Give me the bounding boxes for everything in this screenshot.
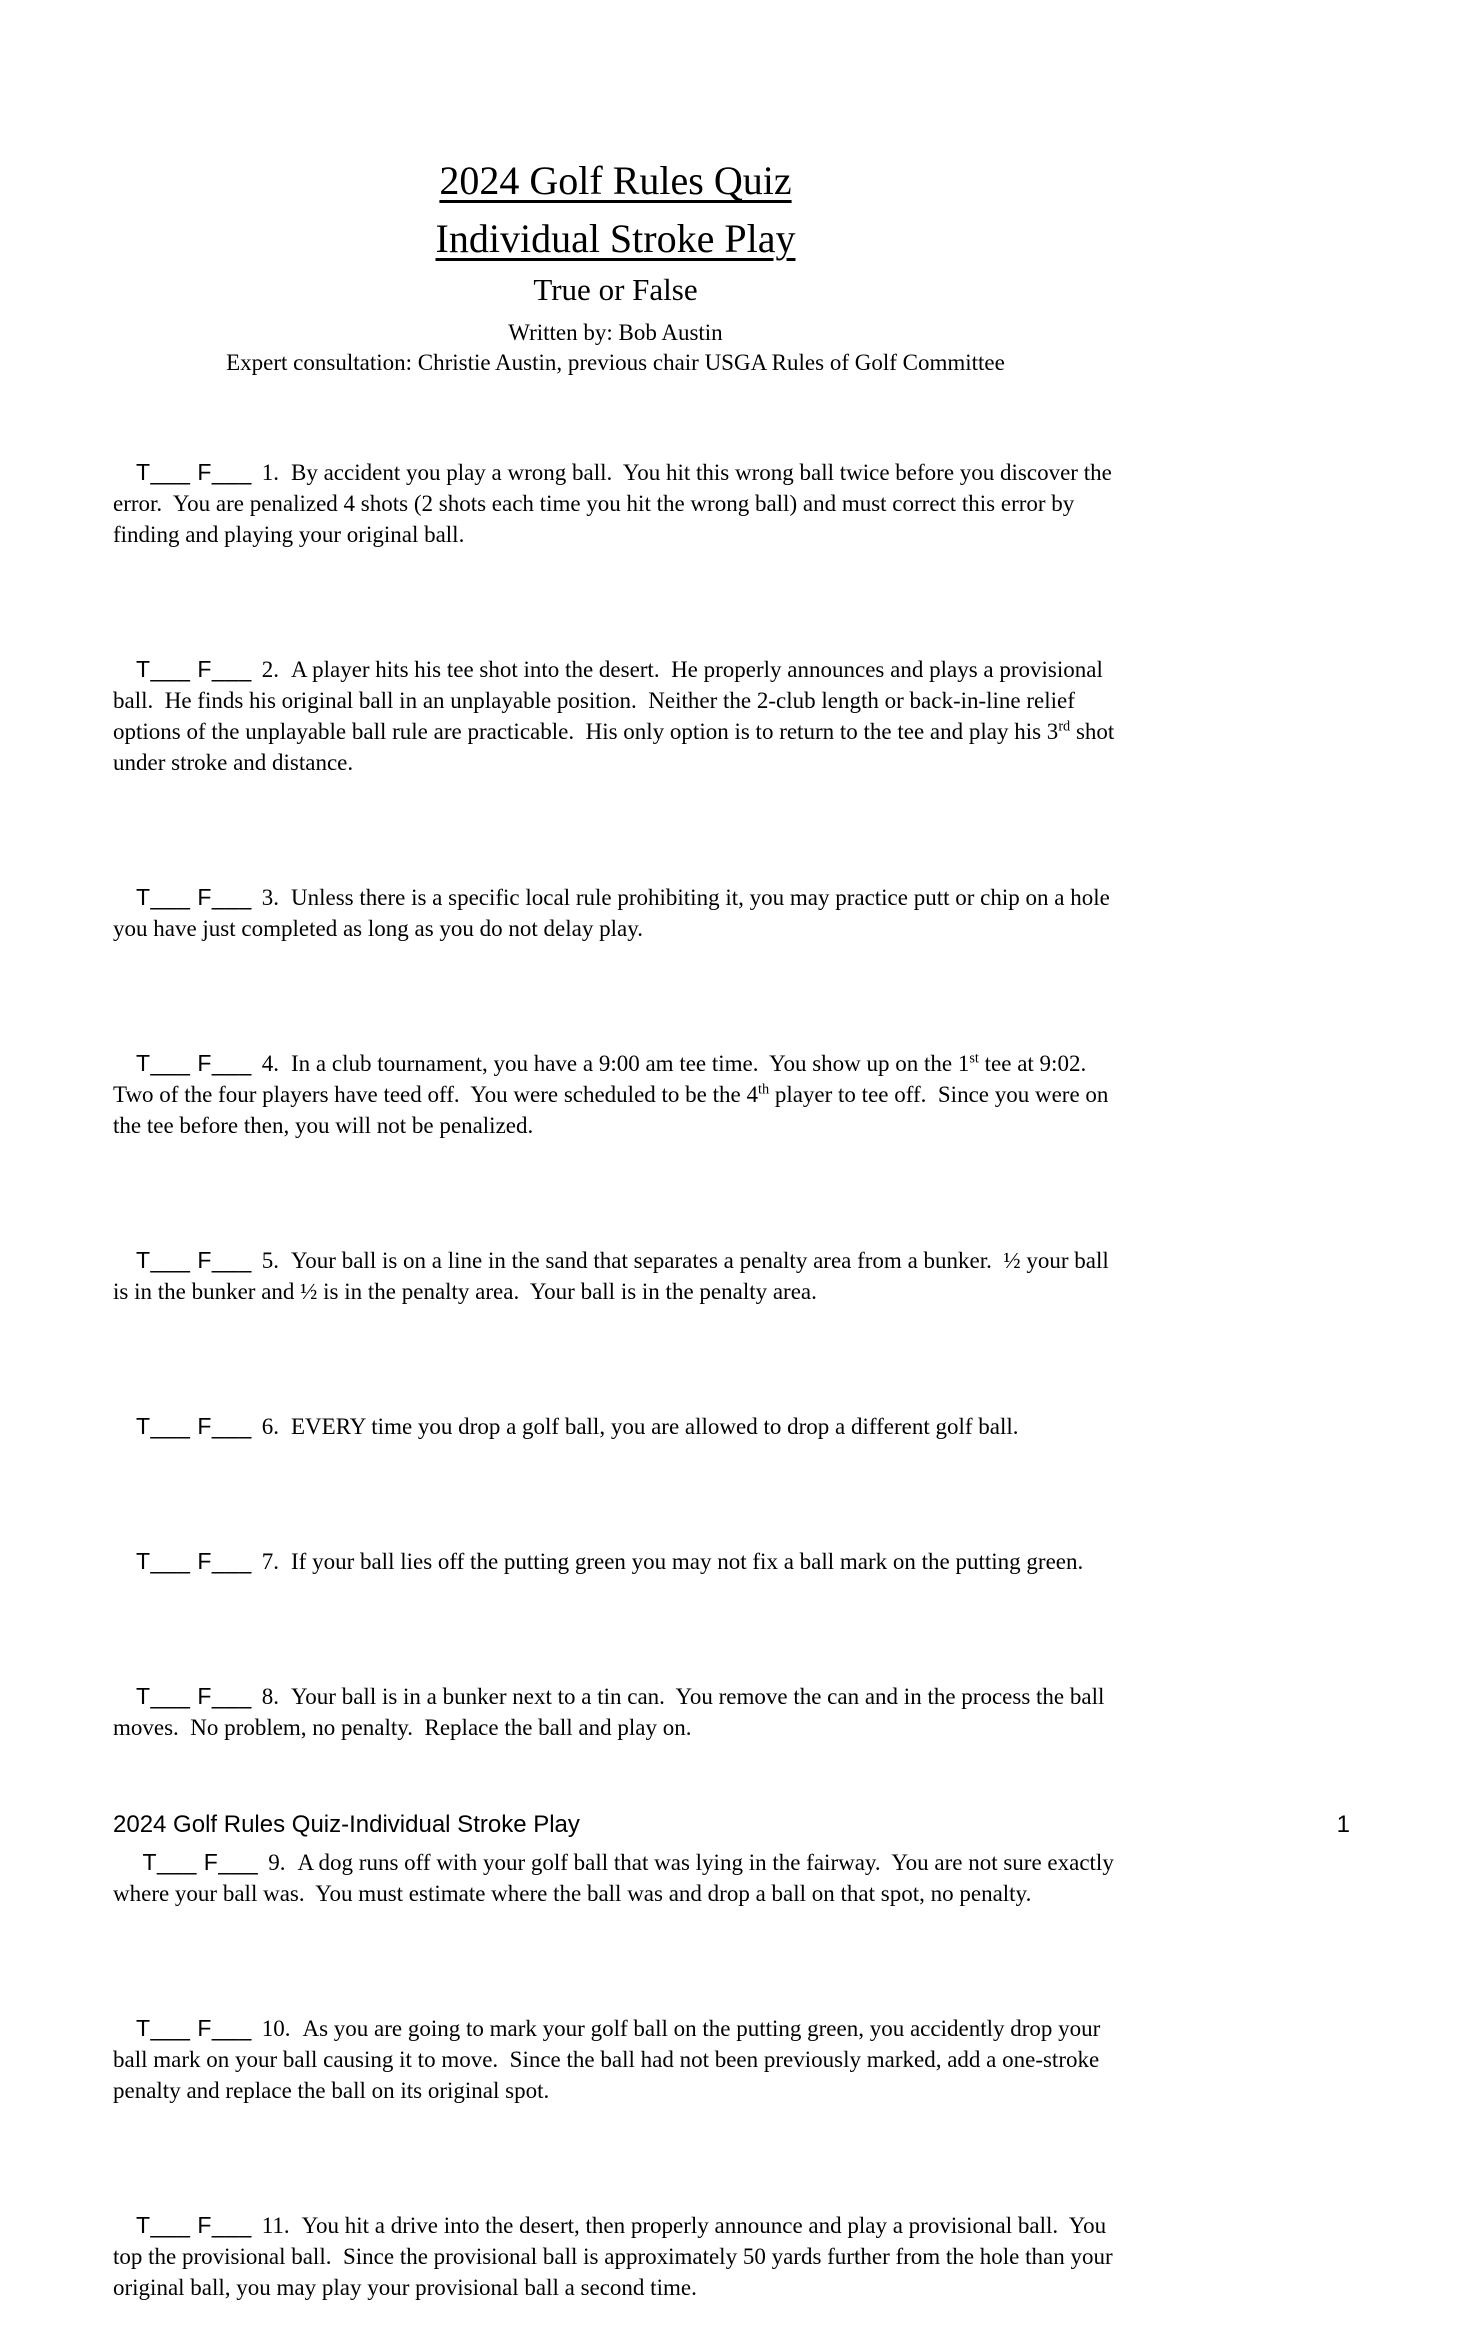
question-text: By accident you play a wrong ball. You hit this wrong ball twice before you discover the error. You are penalized 4 shots (2 shots each time you hit the wrong ball) and must correct this error by finding and playing your original ball. [113,460,1118,547]
question-item [113,1650,1118,1774]
true-false-answer-blanks[interactable]: T___ F___ [136,1548,252,1574]
question-item [113,1380,1118,1473]
document-heading [113,152,1118,378]
question-text: If your ball lies off the putting green you may not fix a ball mark on the putting green. [291,1549,1084,1574]
true-false-answer-blanks[interactable]: T___ F___ [136,1247,252,1273]
question-item [113,623,1121,809]
consultation-credit: Expert consultation: Christie Austin, previous chair USGA Rules of Golf Committee [226,350,1005,375]
question-number: 10. [261,2016,291,2041]
true-false-answer-blanks[interactable]: T___ F___ [136,1050,252,1076]
question-text: You hit a drive into the desert, then properly announce and play a provisional ball. You top the provisional ball. Since the provisional ball is approximately 50 yards further from the hole than your original ball, you may play your provisional ball a second time. [113,2213,1119,2300]
page-title-line2: Individual Stroke Play [435,216,796,261]
question-item [113,2179,1118,2334]
author-byline: Written by: Bob Austin [508,320,723,345]
true-false-answer-blanks[interactable]: T___ F___ [136,2015,252,2041]
true-false-answer-blanks[interactable]: T___ F___ [136,1849,259,1875]
footer-document-title: 2024 Golf Rules Quiz-Individual Stroke Play [113,1811,580,1838]
question-text: Unless there is a specific local rule prohibiting it, you may practice putt or chip on a hole you have just completed as long as you do not delay play. [113,885,1116,941]
page-footer [113,1810,1350,1840]
question-text: Your ball is on a line in the sand that separates a penalty area from a bunker. ½ your ball is in the bunker and ½ is in the penalty area. Your ball is in the penalty area. [113,1248,1115,1304]
page-title-line1: 2024 Golf Rules Quiz [439,158,792,203]
question-text: As you are going to mark your golf ball on the putting green, you accidently drop your ball mark on your ball causing it to move. Since the ball had not been previously marked, add a one-stroke penalty and replace the ball on its original spot. [113,2016,1107,2103]
true-false-answer-blanks[interactable]: T___ F___ [136,1413,252,1439]
question-item [113,1515,1118,1608]
question-item [113,1214,1118,1338]
true-false-answer-blanks[interactable]: T___ F___ [136,2212,252,2238]
question-text: In a club tournament, you have a 9:00 am tee time. You show up on the 1st tee at 9:02. Two of the four players have teed off. You were scheduled to be the 4th player to tee off. Since you were on the tee before then, you will not be penalized. [113,1050,1115,1138]
question-item [113,1982,1118,2137]
question-number: 5. [261,1248,279,1273]
question-item [113,426,1118,581]
question-number: 11. [261,2213,290,2238]
question-number: 9. [268,1850,286,1875]
question-number: 6. [261,1414,279,1439]
question-text: EVERY time you drop a golf ball, you are allowed to drop a different golf ball. [291,1414,1019,1439]
question-text: A player hits his tee shot into the desert. He properly announces and plays a provisional ball. He finds his original ball in an unplayable position. Neither the 2-club length or back-in-line relief options of the unplayable ball rule are practicable. His only option is to return to the tee and play his 3rd shot under stroke and distance. [113,657,1121,775]
question-text: A dog runs off with your golf ball that was lying in the fairway. You are not sure exactly where your ball was. You must estimate where the ball was and drop a ball on that spot, no penalty. [113,1850,1120,1906]
questions-list [113,426,1121,2334]
question-text: Your ball is in a bunker next to a tin can. You remove the can and in the process the ball moves. No problem, no penalty. Replace the ball and play on. [113,1684,1111,1740]
question-number: 2. [261,657,279,682]
subtitle-true-or-false: True or False [533,272,698,307]
question-number: 1. [261,460,279,485]
true-false-answer-blanks[interactable]: T___ F___ [136,1683,252,1709]
question-item [113,1017,1118,1172]
question-item [113,851,1118,975]
footer-page-number: 1 [1336,1811,1350,1838]
question-number: 7. [261,1549,279,1574]
true-false-answer-blanks[interactable]: T___ F___ [136,459,252,485]
question-number: 4. [261,1051,279,1076]
true-false-answer-blanks[interactable]: T___ F___ [136,884,252,910]
document-page [113,0,1121,2334]
question-number: 8. [261,1684,279,1709]
question-number: 3. [261,885,279,910]
true-false-answer-blanks[interactable]: T___ F___ [136,656,252,682]
